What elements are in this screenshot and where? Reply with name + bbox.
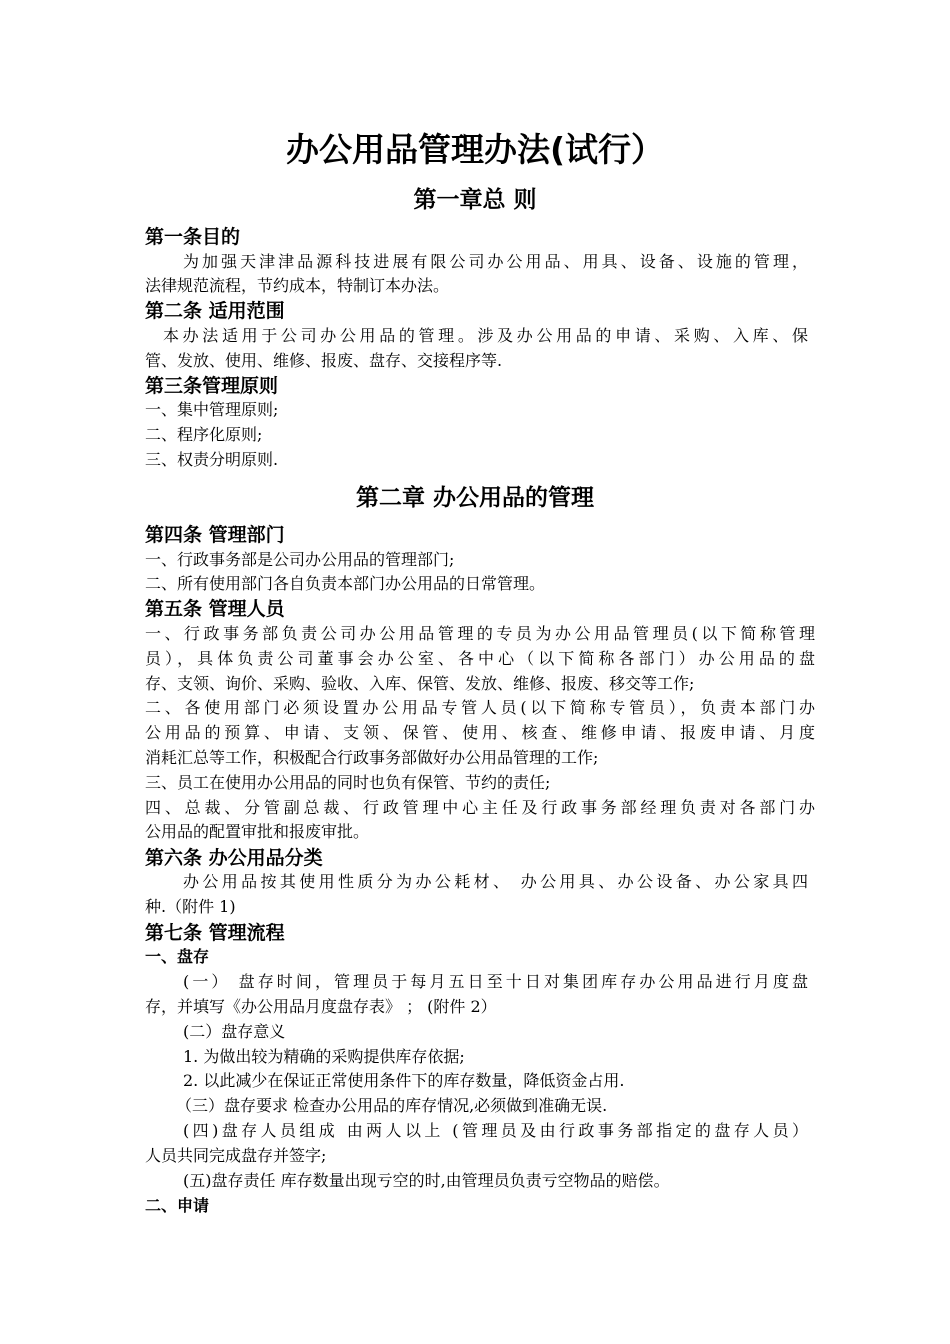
inventory-item-cont: 人员共同完成盘存并签字; bbox=[145, 1146, 327, 1165]
article-6-paragraph-cont: 种.（附件 1) bbox=[145, 897, 236, 916]
section-application-heading: 二、申请 bbox=[145, 1196, 210, 1215]
article-2-paragraph-cont: 管、发放、使用、维修、报废、盘存、交接程序等. bbox=[145, 351, 503, 370]
article-5-heading: 第五条 管理人员 bbox=[145, 598, 285, 620]
article-6-paragraph: 办公用品按其使用性质分为办公耗材、 办公用具、办公设备、办公家具四 bbox=[183, 872, 808, 891]
list-item: 一、集中管理原则; bbox=[145, 400, 279, 419]
inventory-item: (五)盘存责任 库存数量出现亏空的时,由管理员负责亏空物品的赔偿。 bbox=[183, 1171, 670, 1190]
list-item: 二、所有使用部门各自负责本部门办公用品的日常管理。 bbox=[145, 574, 546, 593]
article-1-paragraph: 为加强天津津品源科技进展有限公司办公用品、用具、设备、设施的管理， bbox=[183, 252, 808, 271]
article-1-paragraph-cont: 法律规范流程，节约成本，特制订本办法。 bbox=[145, 276, 450, 295]
list-item: 三、权责分明原则. bbox=[145, 450, 279, 469]
list-item: 一、行政事务部是公司办公用品的管理部门; bbox=[145, 550, 455, 569]
inventory-item: （三）盘存要求 检查办公用品的库存情况,必须做到准确无误. bbox=[176, 1096, 608, 1115]
list-item: 二、各使用部门必须设置办公用品专管人员(以下简称专管员），负责本部门办 bbox=[145, 698, 815, 717]
article-1-heading: 第一条目的 bbox=[145, 226, 241, 248]
article-4-heading: 第四条 管理部门 bbox=[145, 524, 285, 546]
list-item-cont: 员），具体负责公司董事会办公室、各中心（以下简称各部门）办公用品的盘 bbox=[145, 649, 815, 668]
chapter-1-heading: 第一章总 则 bbox=[413, 187, 537, 213]
list-item-cont: 存、支领、询价、采购、验收、入库、保管、发放、维修、报废、移交等工作; bbox=[145, 674, 695, 693]
inventory-item: (四)盘存人员组成 由两人以上 (管理员及由行政事务部指定的盘存人员） bbox=[183, 1121, 808, 1140]
inventory-subitem: 1. 为做出较为精确的采购提供库存依据; bbox=[183, 1047, 465, 1066]
list-item-cont: 消耗汇总等工作，积极配合行政事务部做好办公用品管理的工作; bbox=[145, 748, 599, 767]
document-title: 办公用品管理办法(试行） bbox=[285, 130, 665, 169]
chapter-2-heading: 第二章 办公用品的管理 bbox=[355, 485, 594, 511]
inventory-item: (二）盘存意义 bbox=[183, 1022, 286, 1041]
article-2-heading: 第二条 适用范围 bbox=[145, 300, 285, 322]
section-inventory-heading: 一、盘存 bbox=[145, 947, 210, 966]
article-6-heading: 第六条 办公用品分类 bbox=[145, 847, 323, 869]
list-item: 四、总裁、分管副总裁、行政管理中心主任及行政事务部经理负责对各部门办 bbox=[145, 798, 815, 817]
list-item: 一、行政事务部负责公司办公用品管理的专员为办公用品管理员(以下简称管理 bbox=[145, 624, 815, 643]
inventory-subitem: 2. 以此减少在保证正常使用条件下的库存数量，降低资金占用. bbox=[183, 1071, 625, 1090]
list-item: 三、员工在使用办公用品的同时也负有保管、节约的责任; bbox=[145, 773, 551, 792]
article-7-heading: 第七条 管理流程 bbox=[145, 922, 285, 944]
list-item-cont: 公用品的配置审批和报废审批。 bbox=[145, 822, 370, 841]
list-item-cont: 公用品的预算、申请、支领、保管、使用、核查、维修申请、报废申请、月度 bbox=[145, 723, 815, 742]
inventory-item-cont: 存，并填写《办公用品月度盘存表》 ； (附件 2） bbox=[145, 997, 497, 1016]
article-2-paragraph: 本办法适用于公司办公用品的管理。涉及办公用品的申请、采购、入库、保 bbox=[163, 326, 808, 345]
article-3-heading: 第三条管理原则 bbox=[145, 375, 279, 397]
list-item: 二、程序化原则; bbox=[145, 425, 263, 444]
inventory-item: (一） 盘存时间，管理员于每月五日至十日对集团库存办公用品进行月度盘 bbox=[183, 972, 808, 991]
